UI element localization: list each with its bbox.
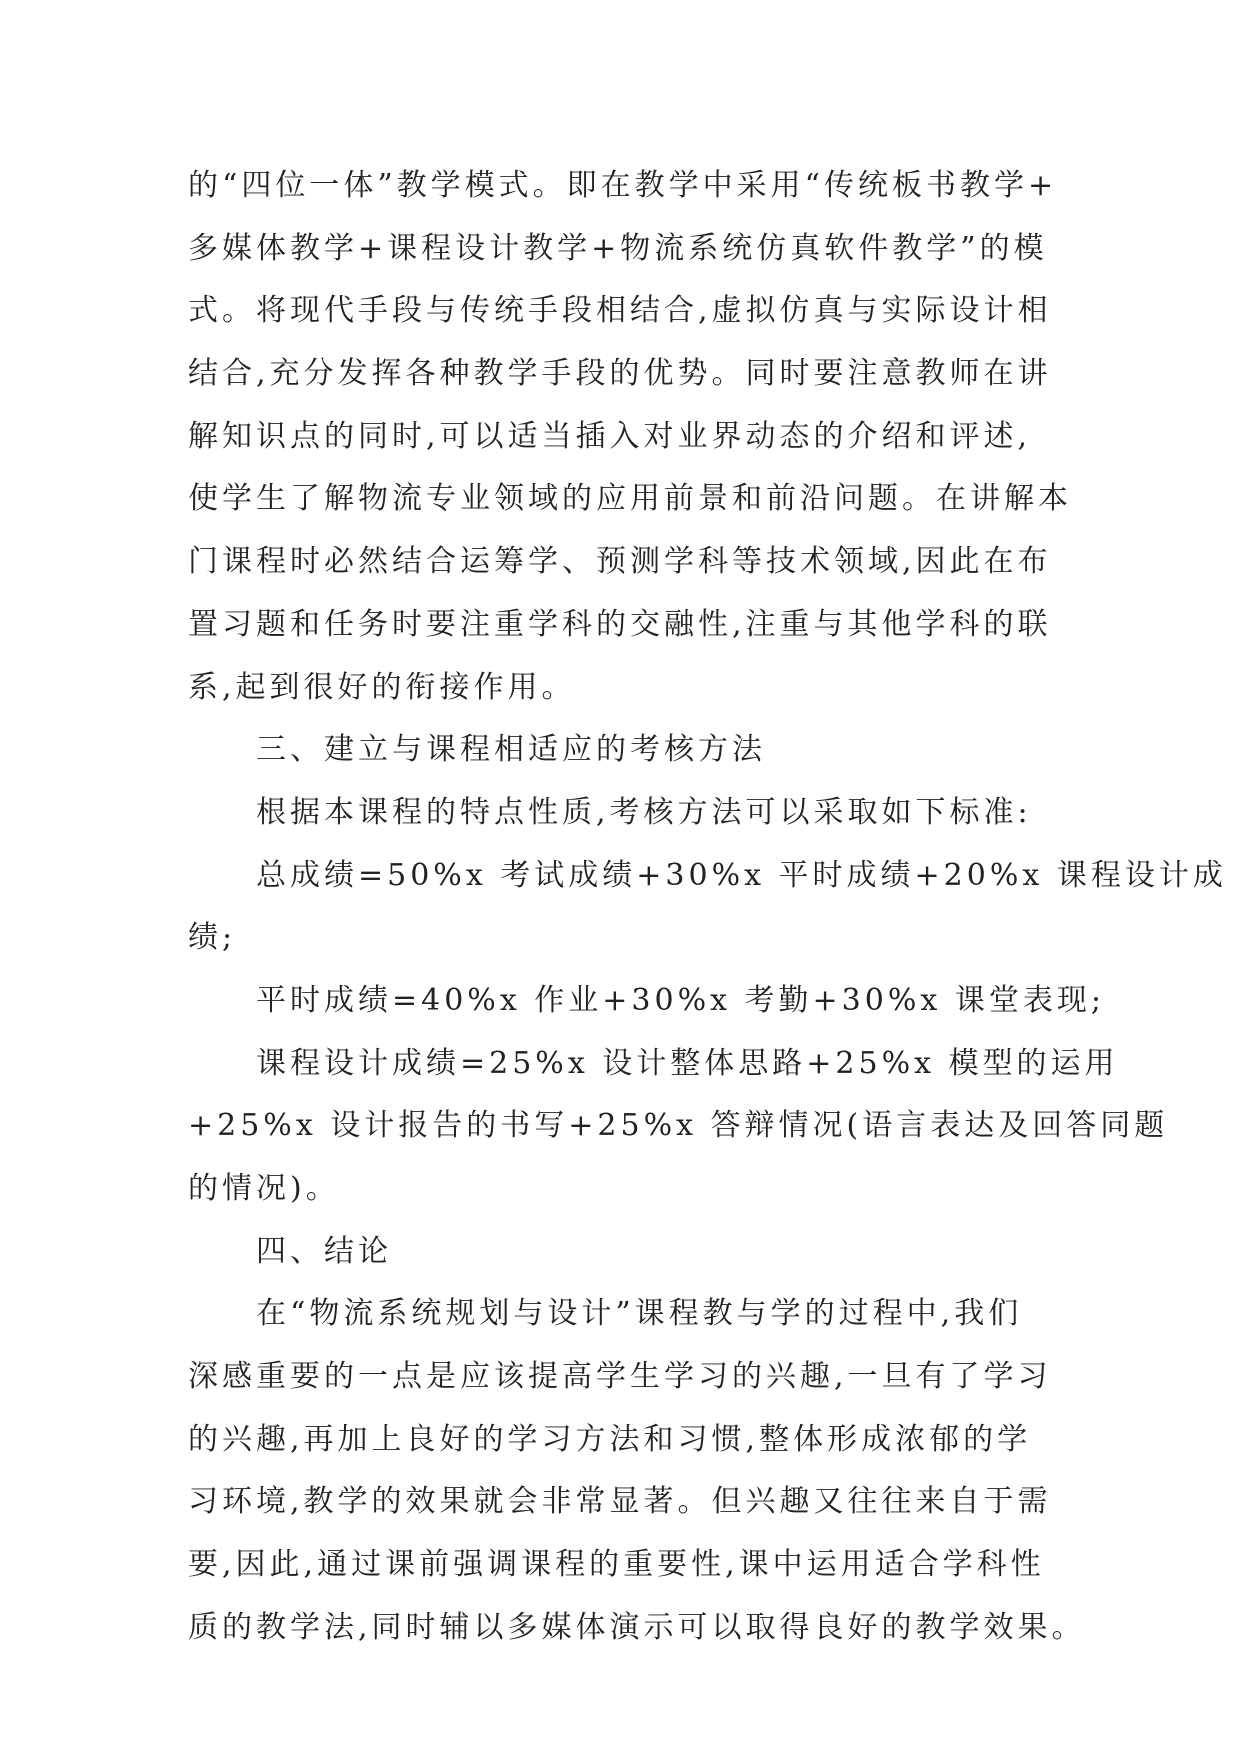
paragraph-line: 质的教学法,同时辅以多媒体演示可以取得良好的教学效果。 xyxy=(188,1609,1086,1645)
paragraph-line: 的兴趣,再加上良好的学习方法和习惯,整体形成浓郁的学 xyxy=(188,1421,1032,1457)
formula-line: +25%x 设计报告的书写+25%x 答辩情况(语言表达及回答同题 xyxy=(188,1108,1169,1144)
paragraph-line: 置习题和任务时要注重学科的交融性,注重与其他学科的联 xyxy=(188,606,1052,642)
body-text xyxy=(188,155,1227,1660)
formula-line: 总成绩=50%x 考试成绩+30%x 平时成绩+20%x 课程设计成 xyxy=(256,857,1227,893)
formula-line: 课程设计成绩=25%x 设计整体思路+25%x 模型的运用 xyxy=(256,1045,1119,1081)
paragraph-line: 要,因此,通过课前强调课程的重要性,课中运用适合学科性 xyxy=(188,1547,1045,1583)
section-heading: 四、结论 xyxy=(256,1233,392,1269)
formula-line: 平时成绩=40%x 作业+30%x 考勤+30%x 课堂表现; xyxy=(256,982,1105,1018)
paragraph-line: 结合,充分发挥各种教学手段的优势。同时要注意教师在讲 xyxy=(188,356,1052,392)
formula-line: 的情况)。 xyxy=(188,1171,340,1206)
paragraph-line: 系,起到很好的衔接作用。 xyxy=(188,669,576,705)
paragraph-line: 的“四位一体”教学模式。即在教学中采用“传统板书教学+ xyxy=(188,168,1058,203)
paragraph-line: 解知识点的同时,可以适当插入对业界动态的介绍和评述, xyxy=(188,418,1032,454)
paragraph-line: 多媒体教学+课程设计教学+物流系统仿真软件教学”的模 xyxy=(188,230,1048,266)
paragraph-line: 深感重要的一点是应该提高学生学习的兴趣,一旦有了学习 xyxy=(188,1359,1052,1395)
formula-line: 绩; xyxy=(188,920,237,956)
paragraph-line: 习环境,教学的效果就会非常显著。但兴趣又往往来自于需 xyxy=(188,1484,1052,1520)
paragraph-line: 使学生了解物流专业领域的应用前景和前沿问题。在讲解本 xyxy=(188,481,1072,517)
paragraph-line: 门课程时必然结合运筹学、预测学科等技术领域,因此在布 xyxy=(188,544,1052,580)
section-heading: 三、建立与课程相适应的考核方法 xyxy=(256,732,766,768)
paragraph-line: 式。将现代手段与传统手段相结合,虚拟仿真与实际设计相 xyxy=(188,293,1052,329)
paragraph-line: 在“物流系统规划与设计”课程教与学的过程中,我们 xyxy=(256,1296,1023,1332)
paragraph-line: 根据本课程的特点性质,考核方法可以采取如下标准: xyxy=(256,794,1032,830)
